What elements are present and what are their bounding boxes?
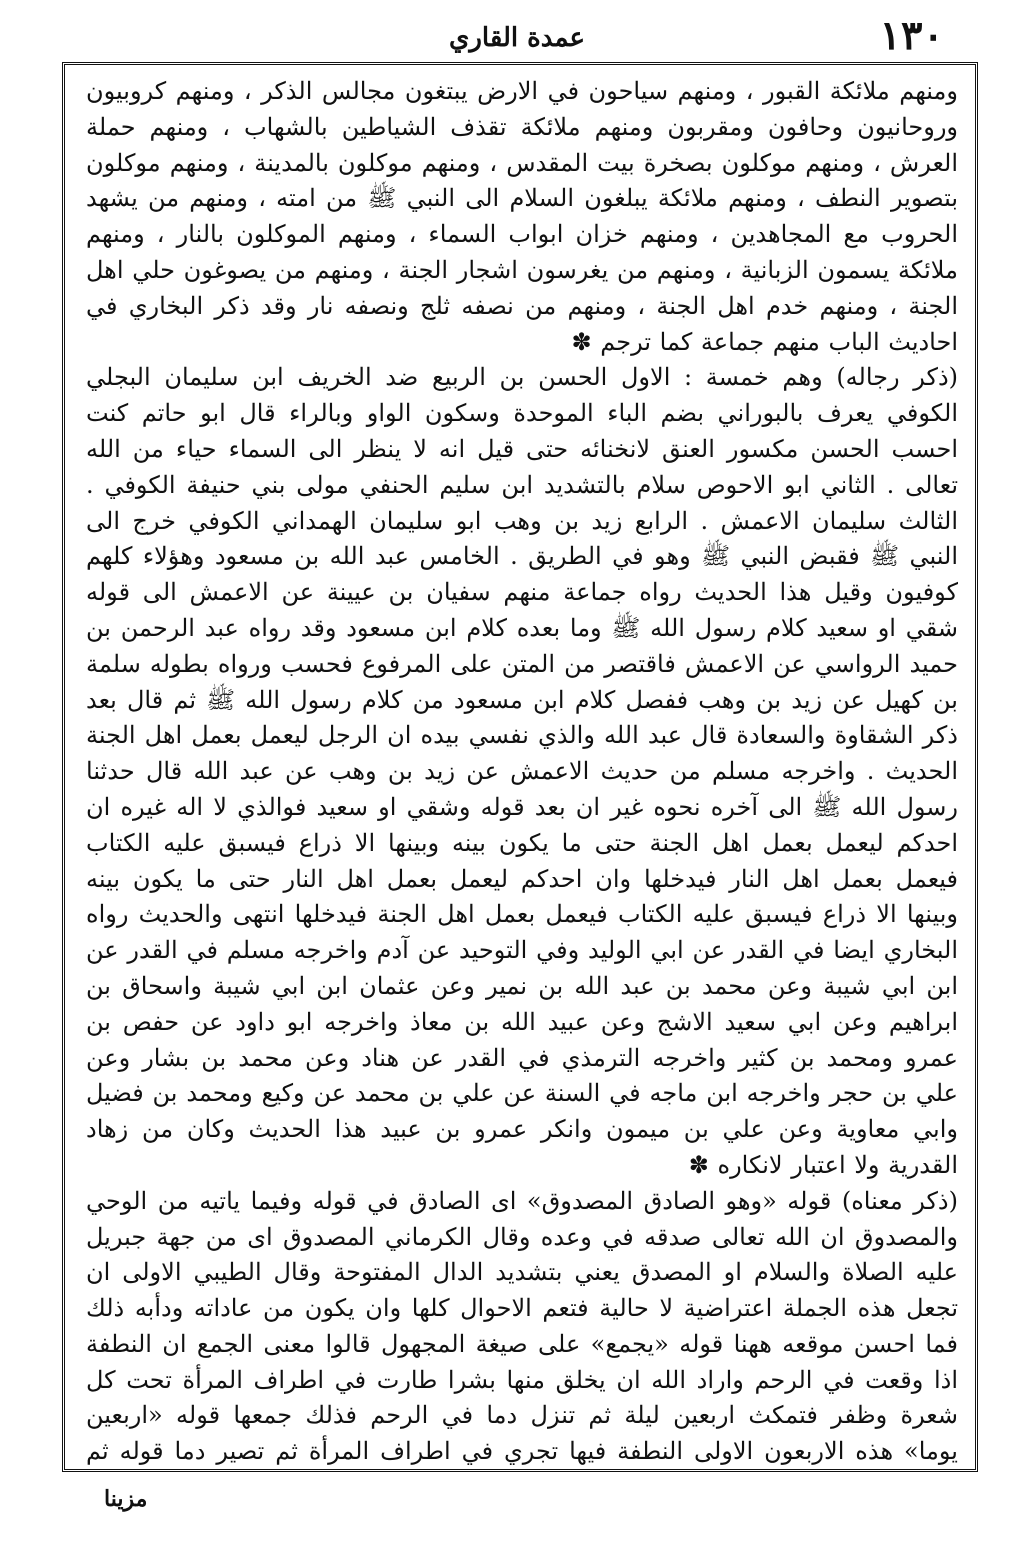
running-title: عمدة القاري xyxy=(449,23,585,53)
page-header xyxy=(62,12,972,62)
paragraph-narrators: (ذكر رجاله) وهم خمسة : الاول الحسن بن الربيع ضد الخريف ابن سليمان البجلي الكوفي يعرف بالبوراني بضم الباء الموحدة وسكون الواو وبالراء قال ابو حاتم كنت احسب الحسن مكسور العنق لانخنائه حتى قيل انه لا ينظر الى السماء حياء من الله تعالى . الثاني ابو الاحوص سلام بالتشديد ابن سليم الحنفي مولى بني حنيفة الكوفي . الثالث سليمان الاعمش . الرابع زيد بن وهب ابو سليمان الهمداني الكوفي خرج الى النبي ﷺ فقبض النبي ﷺ وهو في الطريق . الخامس عبد الله بن مسعود وهؤلاء كلهم كوفيون وقيل هذا الحديث رواه جماعة منهم سفيان بن عيينة عن الاعمش الى قوله شقي او سعيد كلام رسول الله ﷺ وما بعده كلام ابن مسعود وقد رواه عبد الرحمن بن حميد الرواسي عن الاعمش فاقتصر من المتن على المرفوع فحسب ورواه بطوله سلمة بن كهيل عن زيد بن وهب ففصل كلام ابن مسعود من كلام رسول الله ﷺ ثم قال بعد ذكر الشقاوة والسعادة قال عبد الله والذي نفسي بيده ان الرجل ليعمل بعمل اهل الجنة الحديث . واخرجه مسلم من حديث الاعمش عن زيد بن وهب عن عبد الله قال حدثنا رسول الله ﷺ الى آخره نحوه غير ان بعد قوله وشقي او سعيد فوالذي لا اله غيره ان احدكم ليعمل بعمل اهل الجنة حتى ما يكون بينه وبينها الا ذراع فيسبق عليه الكتاب فيعمل بعمل اهل النار فيدخلها وان احدكم ليعمل بعمل اهل النار حتى ما يكون بينه وبينها الا ذراع فيسبق عليه الكتاب فيعمل بعمل اهل الجنة فيدخلها انتهى والحديث رواه البخاري ايضا في القدر عن ابي الوليد وفي التوحيد عن آدم واخرجه مسلم في القدر عن ابن ابي شيبة وعن محمد بن عبد الله بن نمير وعن عثمان ابن ابي شيبة واسحاق بن ابراهيم وعن ابي سعيد الاشج وعن عبيد الله بن معاذ واخرجه ابو داود عن حفص بن عمرو ومحمد بن كثير واخرجه الترمذي في القدر عن هناد وعن محمد بن بشار وعن علي بن حجر واخرجه ابن ماجه في السنة عن علي بن محمد عن وكيع ومحمد بن فضيل وابي معاوية وعن علي بن ميمون وانكر عمرو بن عبيد هذا الحديث وكان من زهاد القدرية ولا اعتبار لانكاره ✽ xyxy=(86,363,958,1179)
paragraph-angels: ومنهم ملائكة القبور ، ومنهم سياحون في الارض يبتغون مجالس الذكر ، ومنهم كروبيون وروحانيون وحافون ومقربون ومنهم ملائكة تقذف الشياطين بالشهاب ، ومنهم حملة العرش ، ومنهم موكلون بصخرة بيت المقدس ، ومنهم موكلون بالمدينة ، ومنهم موكلون بتصوير النطف ، ومنهم ملائكة يبلغون السلام الى النبي ﷺ من امته ، ومنهم من يشهد الحروب مع المجاهدين ، ومنهم خزان ابواب السماء ، ومنهم الموكلون بالنار ، ومنهم ملائكة يسمون الزبانية ، ومنهم من يغرسون اشجار الجنة ، ومنهم من يصوغون حلي اهل الجنة ، ومنهم خدم اهل الجنة ، ومنهم من نصفه ثلج ونصفه نار وقد ذكر البخاري في احاديث الباب منهم جماعة كما ترجم ✽ xyxy=(86,77,958,356)
page-body xyxy=(86,74,958,1466)
catchword: مزينا xyxy=(104,1486,148,1512)
page-number: ١٣٠ xyxy=(879,12,944,59)
paragraph-meaning: (ذكر معناه) قوله «وهو الصادق المصدوق» اى الصادق في قوله وفيما ياتيه من الوحي والمصدوق ان الله تعالى صدقه في وعده وقال الكرماني المصدوق اى من جهة جبريل عليه الصلاة والسلام او المصدق يعني بتشديد الدال المفتوحة وقال الطيبي الاولى ان تجعل هذه الجملة اعتراضية لا حالية فتعم الاحوال كلها وان يكون من عاداته ودأبه ذلك فما احسن موقعه ههنا قوله «يجمع» على صيغة المجهول قالوا معنى الجمع ان النطفة اذا وقعت في الرحم واراد الله ان يخلق منها بشرا طارت في اطراف المرأة تحت كل شعرة وظفر فتمكث اربعين ليلة ثم تنزل دما في الرحم فذلك جمعها قوله «اربعين يوما» هذه الاربعون الاولى النطفة فيها تجري في اطراف المرأة ثم تصير دما قوله ثم xyxy=(86,1186,958,1466)
